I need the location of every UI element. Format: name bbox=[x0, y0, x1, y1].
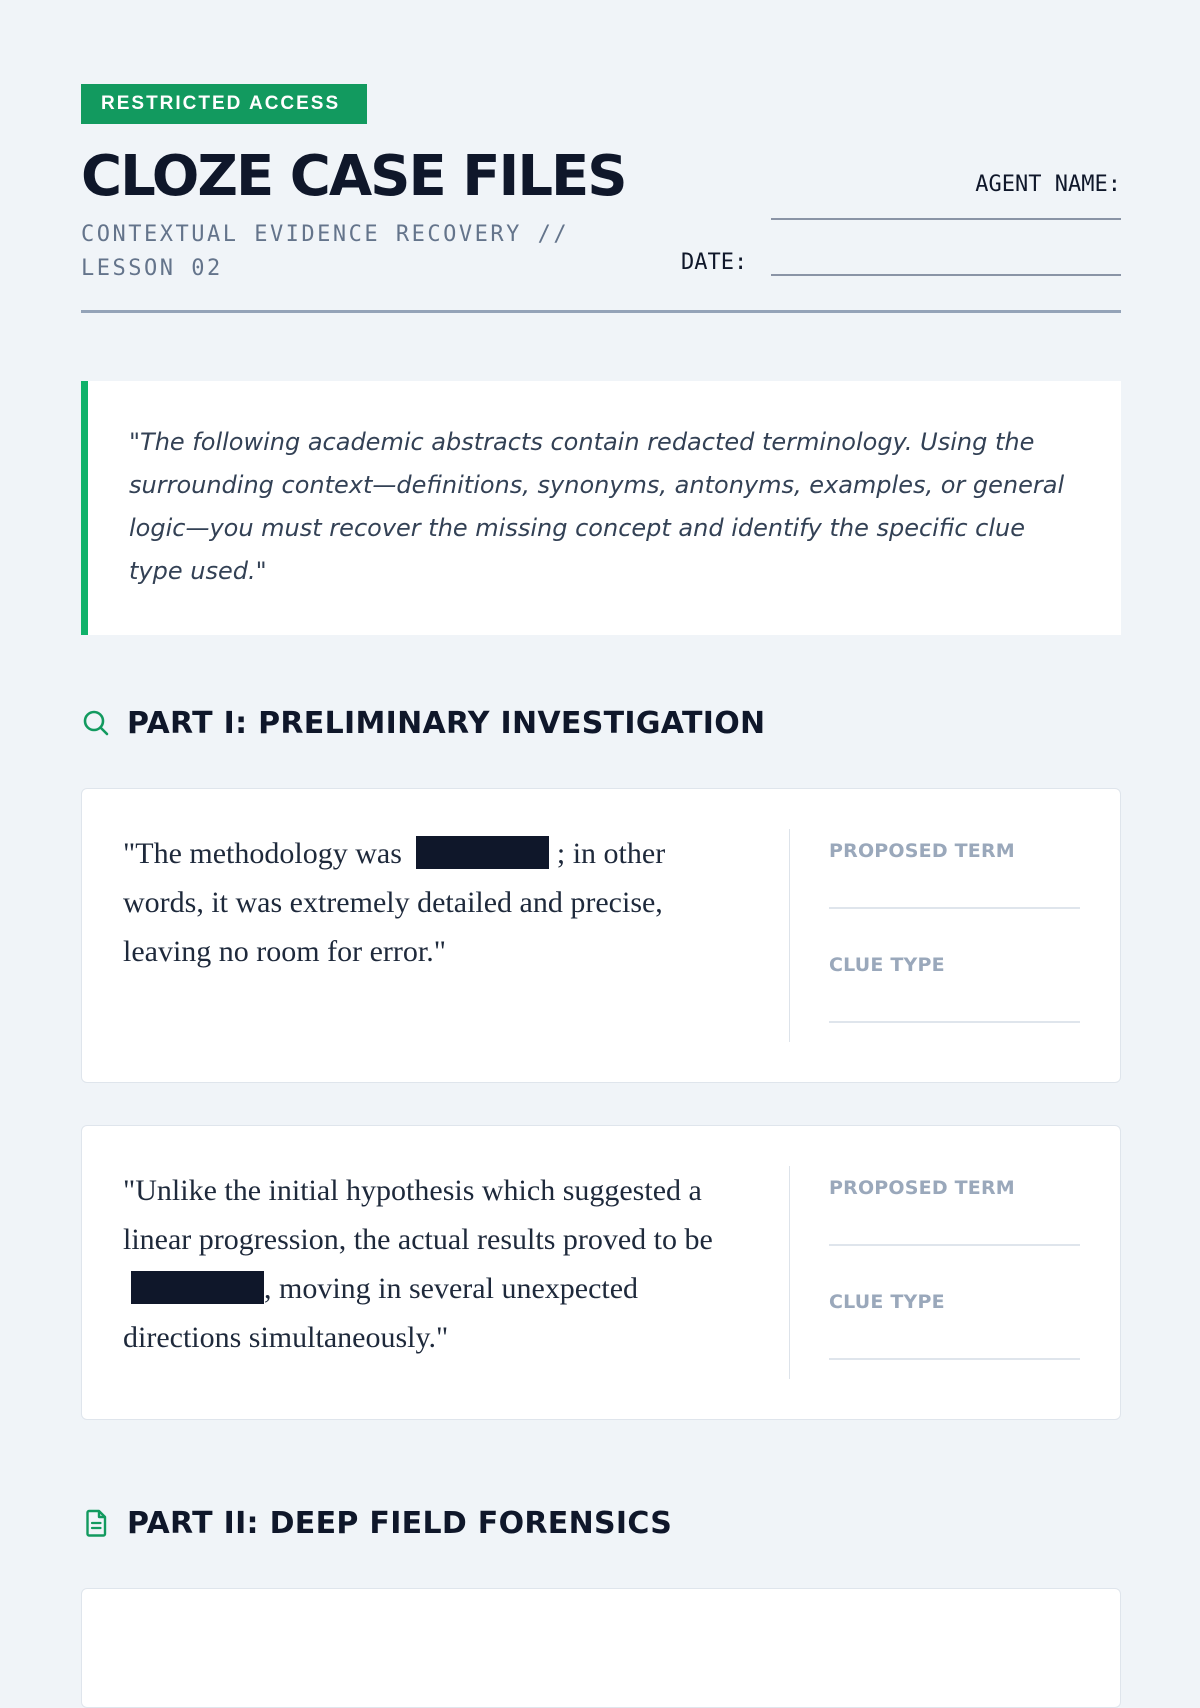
evidence-prompt bbox=[123, 1166, 723, 1362]
header-divider bbox=[81, 310, 1121, 313]
prompt-before: "Unlike the initial hypothesis which suggested a linear progression, the actual results proved to be bbox=[123, 1174, 713, 1256]
answer-fields bbox=[829, 1176, 1080, 1360]
date-label: DATE: bbox=[681, 250, 748, 275]
search-icon bbox=[81, 708, 111, 738]
agent-name-field[interactable] bbox=[771, 218, 1121, 220]
worksheet-header bbox=[81, 84, 1121, 314]
clue-type-label: CLUE TYPE bbox=[829, 1291, 945, 1313]
document-icon bbox=[81, 1508, 111, 1538]
evidence-card-1 bbox=[81, 788, 1121, 1083]
proposed-term-field[interactable] bbox=[829, 1244, 1080, 1246]
answer-fields bbox=[829, 839, 1080, 1023]
proposed-term-label: PROPOSED TERM bbox=[829, 840, 1015, 862]
prompt-after: , moving in several unexpected directions simultaneously." bbox=[123, 1272, 639, 1354]
evidence-card-3 bbox=[81, 1588, 1121, 1708]
part-two-heading bbox=[81, 1503, 1121, 1543]
date-field[interactable] bbox=[771, 274, 1121, 276]
part-one-title: PART I: PRELIMINARY INVESTIGATION bbox=[127, 705, 766, 741]
date-row bbox=[681, 250, 1121, 280]
proposed-term-label: PROPOSED TERM bbox=[829, 1177, 1015, 1199]
prompt-after: ; in other words, it was extremely detailed and precise, leaving no room for error." bbox=[123, 837, 666, 968]
card-divider bbox=[789, 829, 790, 1042]
part-two-title: PART II: DEEP FIELD FORENSICS bbox=[127, 1505, 673, 1541]
restricted-access-badge: RESTRICTED ACCESS bbox=[81, 84, 367, 124]
part-one-heading bbox=[81, 703, 1121, 743]
clue-type-field[interactable] bbox=[829, 1358, 1080, 1360]
clue-type-field[interactable] bbox=[829, 1021, 1080, 1023]
intro-quote bbox=[81, 381, 1121, 635]
proposed-term-field[interactable] bbox=[829, 907, 1080, 909]
redaction-bar bbox=[131, 1271, 264, 1304]
intro-text: "The following academic abstracts contain redacted terminology. Using the surrounding context—definitions, synonyms, antonyms, examples, or general logic—you must recover the missing concept and identify the specific clue type used." bbox=[129, 428, 1065, 585]
card-divider bbox=[789, 1166, 790, 1379]
agent-name-label: AGENT NAME: bbox=[975, 172, 1121, 197]
clue-type-label: CLUE TYPE bbox=[829, 954, 945, 976]
redaction-bar bbox=[416, 836, 549, 869]
evidence-card-2 bbox=[81, 1125, 1121, 1420]
worksheet-page bbox=[81, 84, 1121, 1541]
page-title: CLOZE CASE FILES bbox=[81, 144, 626, 209]
page-subtitle: CONTEXTUAL EVIDENCE RECOVERY // LESSON 02 bbox=[81, 222, 570, 281]
prompt-before: "The methodology was bbox=[123, 837, 402, 870]
evidence-prompt bbox=[123, 829, 723, 976]
